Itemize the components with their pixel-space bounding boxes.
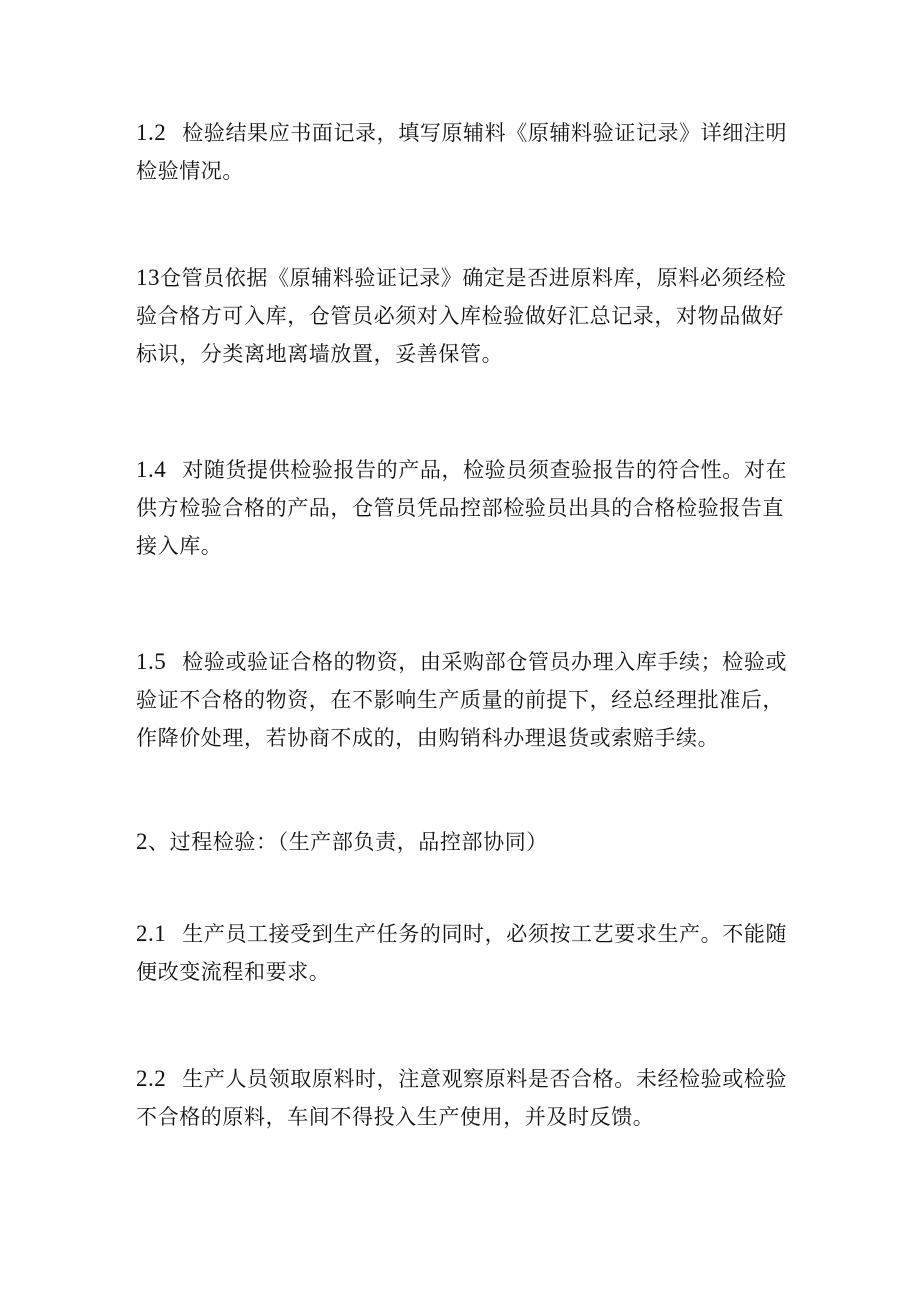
- paragraph-2-1: [136, 915, 796, 991]
- line-text: 生产人员领取原料时，注意观察原料是否合格。未经检验或检验: [182, 1067, 788, 1091]
- section-number: 2: [136, 829, 148, 854]
- paragraph-line: [136, 643, 796, 681]
- paragraph-line: [136, 451, 796, 489]
- paragraph-line: [136, 1060, 796, 1098]
- paragraph-line: [136, 259, 796, 297]
- clause-number: 2.2: [136, 1066, 167, 1091]
- paragraph-line: [136, 114, 796, 152]
- section-heading-2: [136, 823, 796, 861]
- paragraph-line: 验证不合格的物资，在不影响生产质量的前提下，经总经理批准后，: [136, 688, 784, 712]
- line-text: 仓管员依据《原辅料验证记录》确定是否进原料库，原料必须经检: [160, 266, 787, 290]
- paragraph-1-3: [136, 259, 796, 373]
- clause-number: 1.2: [136, 120, 167, 145]
- clause-number: 1.5: [136, 649, 167, 674]
- clause-number: 13: [136, 265, 160, 290]
- paragraph-line: 供方检验合格的产品，仓管员凭品控部检验员出具的合格检验报告直: [136, 496, 784, 520]
- paragraph-line: 不合格的原料，车间不得投入生产使用，并及时反馈。: [136, 1105, 655, 1129]
- paragraph-line: 检验情况。: [136, 159, 244, 183]
- paragraph-line: 便改变流程和要求。: [136, 960, 331, 984]
- line-text: 对随货提供检验报告的产品，检验员须查验报告的符合性。对在: [182, 458, 788, 482]
- paragraph-line: 验合格方可入库，仓管员必须对入库检验做好汇总记录，对物品做好: [136, 304, 784, 328]
- line-text: 生产员工接受到生产任务的同时，必须按工艺要求生产。不能随: [182, 922, 788, 946]
- paragraph-line: 接入库。: [136, 534, 223, 558]
- line-text: 检验或验证合格的物资，由采购部仓管员办理入库手续；检验或: [182, 650, 788, 674]
- clause-number: 1.4: [136, 457, 167, 482]
- paragraph-line: 作降价处理，若协商不成的，由购销科办理退货或索赔手续。: [136, 726, 720, 750]
- paragraph-2-2: [136, 1060, 796, 1136]
- line-text: 检验结果应书面记录，填写原辅料《原辅料验证记录》详细注明: [182, 121, 788, 145]
- paragraph-1-2: [136, 114, 796, 190]
- paragraph-1-5: [136, 643, 796, 757]
- paragraph-line: [136, 823, 796, 861]
- line-text: 、过程检验：（生产部负责，品控部协同）: [148, 830, 548, 854]
- paragraph-line: 标识，分类离地离墙放置，妥善保管。: [136, 342, 504, 366]
- clause-number: 2.1: [136, 921, 167, 946]
- paragraph-line: [136, 915, 796, 953]
- paragraph-1-4: [136, 451, 796, 565]
